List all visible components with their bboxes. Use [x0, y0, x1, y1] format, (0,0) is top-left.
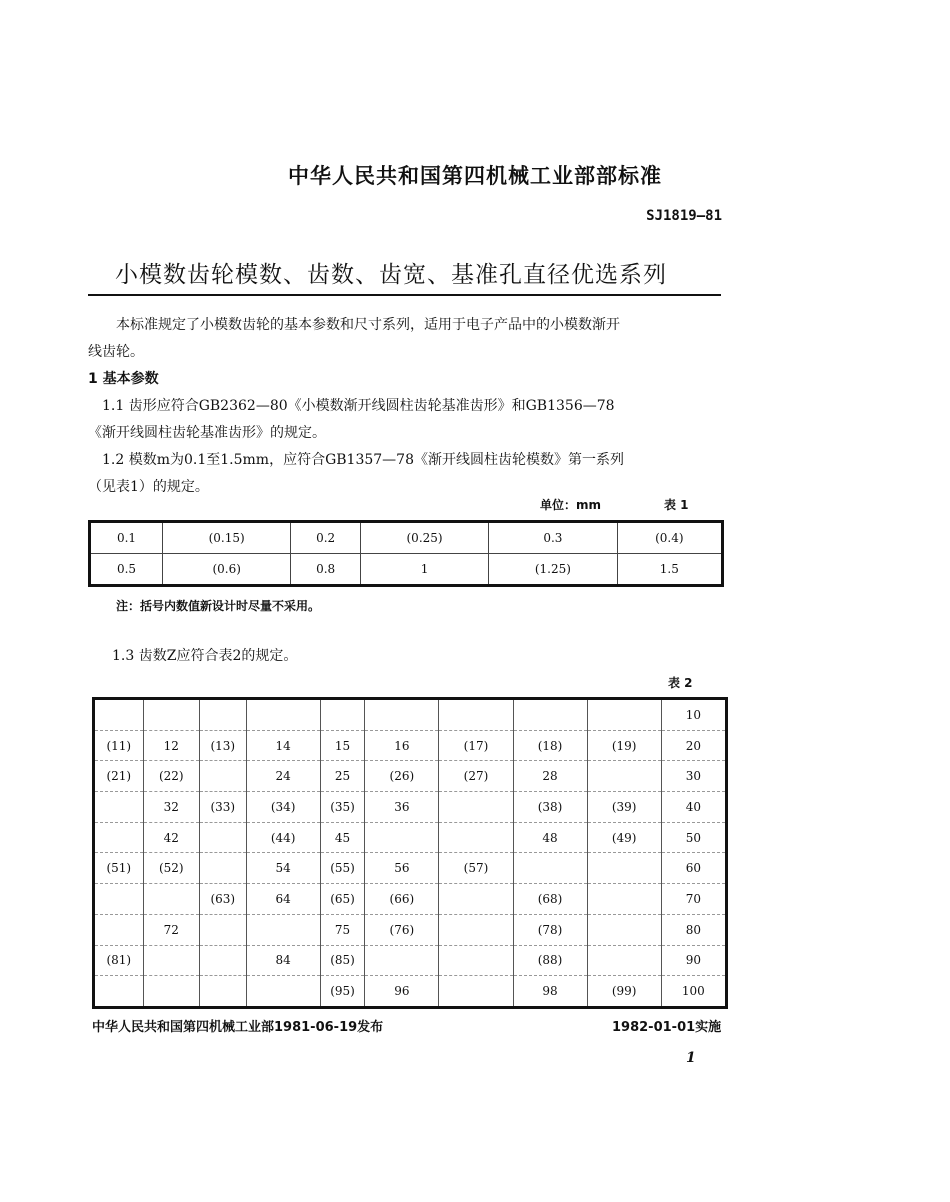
clause-1-3: 1.3 齿数Z应符合表2的规定。 — [112, 648, 298, 664]
table-cell — [320, 699, 365, 731]
table-cell: 15 — [320, 730, 365, 761]
table-cell — [587, 853, 661, 884]
table-cell: 60 — [661, 853, 726, 884]
table-cell: 0.2 — [291, 522, 361, 554]
clause-1-2-line-2: （见表1）的规定。 — [88, 479, 209, 495]
table-row — [90, 554, 723, 586]
table-cell: 90 — [661, 945, 726, 976]
table-cell: 72 — [143, 914, 199, 945]
table-2-tooth-numbers — [92, 697, 728, 1009]
table-cell: (0.25) — [360, 522, 488, 554]
effective-date: 1982-01-01实施 — [612, 1020, 722, 1035]
table-cell: 20 — [661, 730, 726, 761]
table-row — [94, 884, 727, 915]
table-cell — [365, 822, 439, 853]
table-cell: 42 — [143, 822, 199, 853]
table-cell: 25 — [320, 761, 365, 792]
table-1-note: 注：括号内数值新设计时尽量不采用。 — [116, 599, 321, 613]
table-cell: 96 — [365, 976, 439, 1008]
table-cell: 84 — [246, 945, 320, 976]
table-cell: (68) — [513, 884, 587, 915]
table-cell — [199, 699, 246, 731]
table-row — [94, 730, 727, 761]
table-cell — [365, 945, 439, 976]
table-cell: (78) — [513, 914, 587, 945]
table-cell: 14 — [246, 730, 320, 761]
standard-code: SJ1819—81 — [646, 208, 722, 224]
table-cell — [94, 699, 144, 731]
table-cell — [199, 945, 246, 976]
table-cell: (65) — [320, 884, 365, 915]
table-cell — [439, 792, 513, 823]
clause-1-1-line-2: 《渐开线圆柱齿轮基准齿形》的规定。 — [88, 425, 326, 441]
table-cell: 0.8 — [291, 554, 361, 586]
section-1-heading: 1 基本参数 — [88, 371, 159, 387]
issuing-organization: 中华人民共和国第四机械工业部部标准 — [288, 164, 662, 188]
table-row — [94, 914, 727, 945]
table-row — [90, 522, 723, 554]
table-cell — [199, 853, 246, 884]
table-cell: (44) — [246, 822, 320, 853]
table-cell: 0.3 — [489, 522, 617, 554]
table-row — [94, 792, 727, 823]
intro-line-2: 线齿轮。 — [88, 344, 144, 360]
table-cell: 50 — [661, 822, 726, 853]
table-cell: 64 — [246, 884, 320, 915]
table-cell: 28 — [513, 761, 587, 792]
intro-paragraph — [88, 312, 728, 501]
table-cell: 1 — [360, 554, 488, 586]
table-row — [94, 822, 727, 853]
table-cell: 0.5 — [90, 554, 163, 586]
table-cell: (33) — [199, 792, 246, 823]
table-cell: (0.15) — [162, 522, 290, 554]
table-row — [94, 761, 727, 792]
clause-1-2-line-1: 1.2 模数m为0.1至1.5mm，应符合GB1357—78《渐开线圆柱齿轮模数》第一系列 — [102, 452, 624, 468]
table-cell: (13) — [199, 730, 246, 761]
table-cell: 56 — [365, 853, 439, 884]
table-cell — [246, 699, 320, 731]
table-1-label: 表 1 — [664, 498, 689, 512]
table-cell — [94, 976, 144, 1008]
issue-date: 中华人民共和国第四机械工业部1981-06-19发布 — [92, 1020, 384, 1035]
table-1-unit: 单位：mm — [540, 498, 602, 512]
table-2-label: 表 2 — [668, 676, 693, 690]
table-cell: 16 — [365, 730, 439, 761]
table-cell: 36 — [365, 792, 439, 823]
document-title: 小模数齿轮模数、齿数、齿宽、基准孔直径优选系列 — [115, 262, 667, 288]
table-cell: (22) — [143, 761, 199, 792]
table-cell — [143, 945, 199, 976]
table-cell: 98 — [513, 976, 587, 1008]
table-cell — [94, 822, 144, 853]
table-cell — [439, 884, 513, 915]
table-cell: 45 — [320, 822, 365, 853]
table-cell: (49) — [587, 822, 661, 853]
table-cell: 75 — [320, 914, 365, 945]
table-cell — [199, 976, 246, 1008]
page-number: 1 — [686, 1050, 696, 1066]
table-cell: 24 — [246, 761, 320, 792]
table-cell: (18) — [513, 730, 587, 761]
table-cell: (0.4) — [617, 522, 722, 554]
intro-line-1: 本标准规定了小模数齿轮的基本参数和尺寸系列，适用于电子产品中的小模数渐开 — [116, 317, 620, 333]
table-cell: (0.6) — [162, 554, 290, 586]
table-cell: (57) — [439, 853, 513, 884]
table-cell: 12 — [143, 730, 199, 761]
table-cell — [439, 699, 513, 731]
table-cell: 1.5 — [617, 554, 722, 586]
table-cell — [439, 822, 513, 853]
table-cell — [513, 699, 587, 731]
table-cell: (99) — [587, 976, 661, 1008]
table-cell: (51) — [94, 853, 144, 884]
table-cell — [439, 945, 513, 976]
table-cell — [199, 822, 246, 853]
table-cell: (17) — [439, 730, 513, 761]
clause-1-1-line-1: 1.1 齿形应符合GB2362—80《小模数渐开线圆柱齿轮基准齿形》和GB1356—78 — [102, 398, 615, 414]
table-cell — [199, 761, 246, 792]
table-cell: (34) — [246, 792, 320, 823]
table-row — [94, 976, 727, 1008]
table-cell: (21) — [94, 761, 144, 792]
table-cell: 32 — [143, 792, 199, 823]
table-cell: 54 — [246, 853, 320, 884]
table-cell — [143, 699, 199, 731]
table-cell: (39) — [587, 792, 661, 823]
table-cell: (19) — [587, 730, 661, 761]
table-cell: (26) — [365, 761, 439, 792]
table-cell: (66) — [365, 884, 439, 915]
table-cell — [246, 976, 320, 1008]
table-row — [94, 853, 727, 884]
table-cell: 0.1 — [90, 522, 163, 554]
table-cell: 100 — [661, 976, 726, 1008]
table-cell — [365, 699, 439, 731]
table-1-caption — [540, 496, 700, 513]
table-cell — [587, 945, 661, 976]
table-cell: 80 — [661, 914, 726, 945]
table-cell: (88) — [513, 945, 587, 976]
table-cell: (27) — [439, 761, 513, 792]
table-cell: (85) — [320, 945, 365, 976]
table-cell — [587, 914, 661, 945]
table-cell — [246, 914, 320, 945]
table-cell — [199, 914, 246, 945]
table-cell — [143, 884, 199, 915]
table-cell: 48 — [513, 822, 587, 853]
table-cell: (55) — [320, 853, 365, 884]
table-cell: (38) — [513, 792, 587, 823]
table-cell: (35) — [320, 792, 365, 823]
table-1-modules — [88, 520, 724, 587]
table-cell — [587, 761, 661, 792]
table-cell — [587, 699, 661, 731]
table-cell: (76) — [365, 914, 439, 945]
table-cell: 70 — [661, 884, 726, 915]
table-cell — [439, 914, 513, 945]
table-cell: (95) — [320, 976, 365, 1008]
table-cell — [587, 884, 661, 915]
table-cell: 10 — [661, 699, 726, 731]
table-cell: (11) — [94, 730, 144, 761]
table-cell: (63) — [199, 884, 246, 915]
table-row — [94, 699, 727, 731]
table-cell — [143, 976, 199, 1008]
table-cell — [439, 976, 513, 1008]
table-cell: (1.25) — [489, 554, 617, 586]
table-cell: (81) — [94, 945, 144, 976]
table-cell — [94, 884, 144, 915]
table-cell — [513, 853, 587, 884]
table-cell: 40 — [661, 792, 726, 823]
title-rule — [88, 294, 721, 296]
table-row — [94, 945, 727, 976]
table-cell: 30 — [661, 761, 726, 792]
table-cell — [94, 792, 144, 823]
table-cell — [94, 914, 144, 945]
table-cell: (52) — [143, 853, 199, 884]
